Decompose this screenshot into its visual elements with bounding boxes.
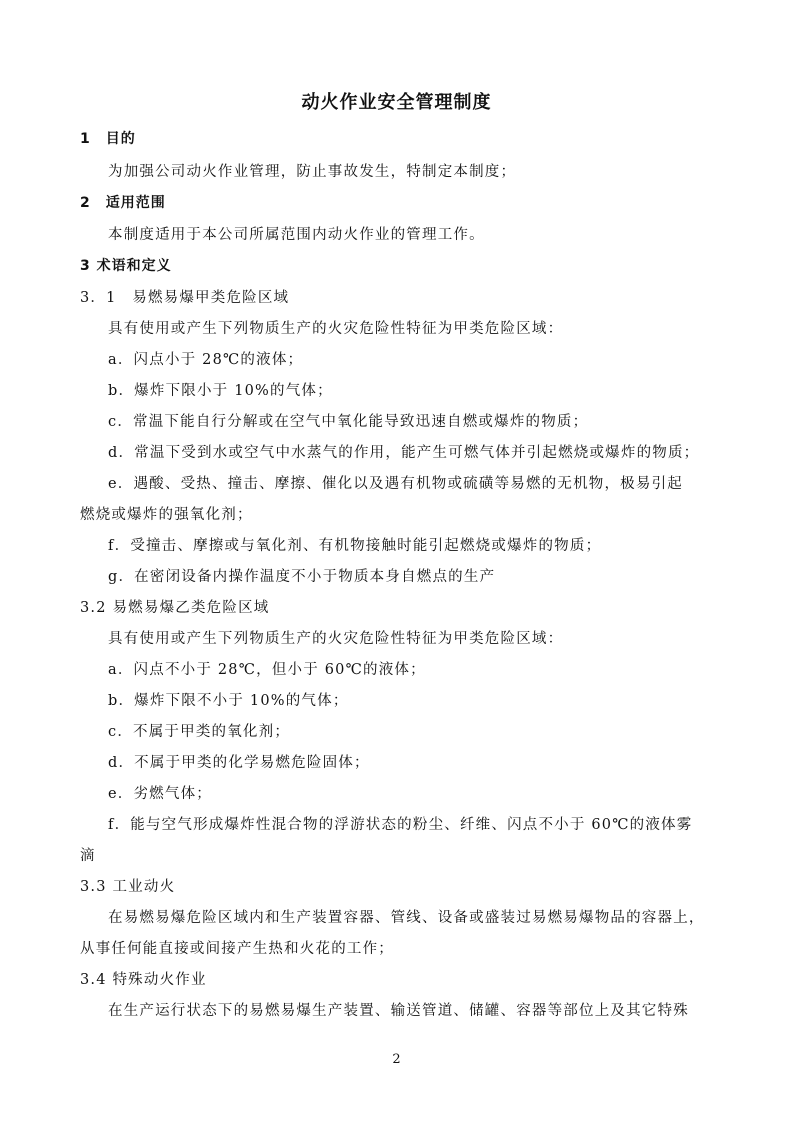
- section-3-1-item-g: g．在密闭设备内操作温度不小于物质本身自燃点的生产: [108, 569, 496, 585]
- section-2-text: 本制度适用于本公司所属范围内动火作业的管理工作。: [108, 227, 485, 243]
- section-3-1-item-c: c．常温下能自行分解或在空气中氧化能导致迅速自燃或爆炸的物质；: [108, 414, 589, 430]
- section-3-1-item-e: e．遇酸、受热、撞击、摩擦、催化以及遇有机物或硫磺等易燃的无机物，极易引起: [108, 476, 683, 492]
- section-2-heading: 2 适用范围: [80, 195, 166, 211]
- section-3-4-heading: 3.4 特殊动火作业: [80, 972, 207, 988]
- document-title: 动火作业安全管理制度: [301, 92, 492, 113]
- section-3-1-heading: 3．1 易燃易爆甲类危险区域: [80, 290, 290, 306]
- section-3-2-item-b: b．爆炸下限不小于 10%的气体；: [108, 693, 349, 709]
- section-3-1-item-d: d．常温下受到水或空气中水蒸气的作用，能产生可燃气体并引起燃烧或爆炸的物质；: [108, 445, 700, 461]
- section-3-2-item-c: c．不属于甲类的氧化剂；: [108, 724, 291, 740]
- section-3-heading: 3 术语和定义: [80, 258, 172, 274]
- section-3-2-intro: 具有使用或产生下列物质生产的火灾危险性特征为甲类危险区域：: [108, 631, 564, 647]
- section-3-2-item-d: d．不属于甲类的化学易燃危险固体；: [108, 755, 370, 771]
- section-3-1-item-f: f．受撞击、摩擦或与氧化剂、有机物接触时能引起燃烧或爆炸的物质；: [108, 538, 602, 554]
- section-3-3-text: 在易燃易爆危险区域内和生产装置容器、管线、设备或盛装过易燃易爆物品的容器上，: [108, 910, 705, 926]
- section-3-1-intro: 具有使用或产生下列物质生产的火灾危险性特征为甲类危险区域：: [108, 321, 564, 337]
- section-3-4-text: 在生产运行状态下的易燃易爆生产装置、输送管道、储罐、容器等部位上及其它特殊: [108, 1003, 689, 1019]
- section-1-heading: 1 目的: [80, 131, 136, 147]
- section-3-2-item-f: f．能与空气形成爆炸性混合物的浮游状态的粉尘、纤维、闪点不小于 60℃的液体雾: [108, 817, 693, 833]
- section-3-1-item-b: b．爆炸下限小于 10%的气体；: [108, 383, 333, 399]
- section-3-2-item-f-cont: 滴: [80, 848, 96, 864]
- section-3-2-heading: 3.2 易燃易爆乙类危险区域: [80, 600, 270, 616]
- section-3-1-item-a: a．闪点小于 28℃的液体；: [108, 352, 304, 368]
- section-3-2-item-a: a．闪点不小于 28℃，但小于 60℃的液体；: [108, 662, 426, 678]
- page-number: 2: [392, 1052, 401, 1067]
- section-3-1-item-e-cont: 燃烧或爆炸的强氧化剂；: [80, 507, 253, 523]
- section-1-text: 为加强公司动火作业管理，防止事故发生，特制定本制度；: [108, 164, 517, 180]
- section-3-2-item-e: e．劣燃气体；: [108, 786, 212, 802]
- section-3-3-text-cont: 从事任何能直接或间接产生热和火花的工作；: [80, 941, 394, 957]
- section-3-3-heading: 3.3 工业动火: [80, 879, 176, 895]
